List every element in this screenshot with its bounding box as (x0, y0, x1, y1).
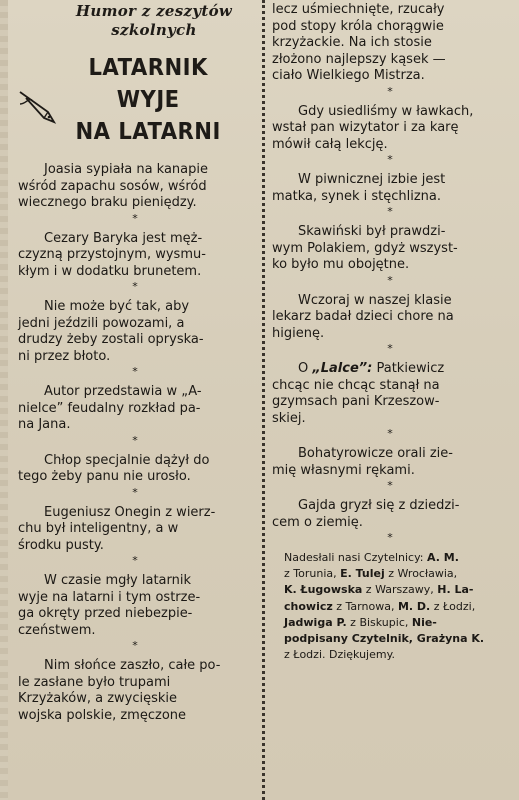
headline-line-1: LATARNIK WYJE (88, 55, 208, 113)
credits-text: z Łodzi. Dziękujemy. (284, 648, 396, 662)
headline-line-2: NA LATARNI (75, 119, 221, 145)
credits-line (284, 582, 512, 598)
star-separator: * (132, 433, 138, 447)
credits-text: z Tarnowa, (332, 599, 398, 613)
column-divider (262, 0, 265, 800)
joke-line: czyzną przystojnym, wysmu- (18, 247, 206, 262)
joke-paragraph (272, 498, 508, 531)
reader-credits (270, 550, 512, 663)
joke-line: środku pusty. (18, 537, 104, 553)
credits-line (284, 631, 512, 647)
joke-line: O „Lalce”: Patkiewicz (298, 361, 445, 376)
kicker-line-1: Humor z zeszytów (75, 2, 233, 20)
joke-paragraph (272, 224, 508, 274)
star-separator: * (387, 531, 393, 544)
joke-paragraph (272, 104, 508, 154)
joke-line: mię własnymi rękami. (272, 462, 415, 478)
credits-line (284, 566, 512, 582)
star-separator: * (132, 554, 138, 567)
left-column-body (14, 162, 254, 724)
joke-line: le zasłane było trupami (18, 674, 171, 690)
emphasized-title: „Lalce”: (312, 361, 373, 376)
joke-paragraph (272, 172, 508, 205)
joke-line: higienę. (272, 325, 325, 341)
joke-line: gzymsach pani Krzeszow- (272, 394, 440, 409)
joke-line: tego żeby panu nie urosło. (18, 469, 191, 484)
joke-line: krzyżackie. Na ich stosie (272, 35, 432, 50)
joke-line: Nim słońce zaszło, całe po- (44, 658, 221, 673)
joke-paragraph (18, 658, 252, 724)
joke-line: ciało Wielkiego Mistrza. (272, 68, 425, 83)
star-separator: * (387, 342, 393, 355)
credits-text: z Torunia, (284, 567, 341, 581)
contributor-name: H. La- (437, 583, 474, 597)
left-column (14, 2, 254, 798)
joke-paragraph (18, 505, 252, 555)
star-separator: * (387, 153, 393, 166)
joke-line: Autor przedstawia w „A- (44, 384, 202, 399)
credits-line (284, 615, 512, 631)
joke-line: Joasia sypiała na kanapie (44, 162, 208, 177)
joke-line: skiej. (272, 410, 306, 426)
joke-line: wśród zapachu sosów, wśród (18, 178, 207, 194)
joke-line: czeństwem. (18, 622, 96, 638)
joke-line: ni przez błoto. (18, 348, 111, 364)
joke-paragraph (18, 162, 252, 212)
joke-paragraph (272, 446, 508, 479)
contributor-name: M. D. (397, 599, 431, 613)
headline (58, 52, 238, 148)
credits-text: Nadesłali nasi Czytelnicy: (284, 551, 428, 564)
star-separator: * (387, 205, 393, 218)
joke-line: wym Polakiem, gdyż wszyst- (272, 240, 458, 256)
joke-line: kłym i w dodatku brunetem. (18, 263, 202, 279)
joke-line: Krzyżaków, a zwycięskie (18, 691, 178, 706)
joke-line: chcąc nie chcąc stanął na (272, 377, 440, 393)
credits-text: z Łodzi, (430, 599, 476, 613)
credits-line (284, 550, 512, 566)
contributor-name: A. M. (427, 551, 459, 564)
credits-text: z Biskupic, (346, 615, 412, 629)
joke-paragraph (18, 573, 252, 639)
joke-line: jedni jeździli powozami, a (18, 315, 185, 331)
section-kicker (69, 2, 239, 40)
right-column (270, 2, 512, 798)
joke-line: Wczoraj w naszej klasie (298, 292, 452, 308)
star-separator: * (387, 427, 393, 440)
star-separator: * (132, 280, 138, 293)
contributor-name: chowicz (284, 599, 333, 613)
joke-line: matka, synek i stęchlizna. (272, 188, 442, 204)
joke-line: Skawiński był prawdzi- (298, 224, 446, 239)
joke-paragraph (18, 384, 252, 434)
credits-text: z Wrocławia, (384, 567, 458, 581)
credits-text: z Warszawy, (362, 583, 438, 597)
contributor-name: podpisany Czytelnik, Grażyna K. (284, 632, 485, 646)
page-edge (0, 0, 8, 800)
contributor-name: K. Ługowska (284, 583, 363, 597)
joke-line: złożono najlepszy kąsek — (272, 51, 446, 67)
right-column-body (270, 2, 512, 544)
kicker-line-2: szkolnych (111, 21, 197, 39)
contributor-name: Jadwiga P. (284, 615, 347, 629)
joke-line: W piwnicznej izbie jest (298, 172, 446, 187)
joke-line: lecz uśmiechnięte, rzucały (272, 2, 445, 17)
joke-line: Gajda gryzł się z dziedzi- (298, 498, 460, 513)
star-separator: * (132, 639, 138, 652)
joke-line: lekarz badał dzieci chore na (272, 309, 454, 324)
joke-line: cem o ziemię. (272, 514, 363, 530)
joke-line: Gdy usiedliśmy w ławkach, (298, 103, 474, 119)
joke-line: nielce” feudalny rozkład pa- (18, 400, 201, 416)
star-separator: * (132, 485, 138, 499)
joke-line: wyje na latarni i tym ostrze- (18, 589, 201, 605)
joke-line: mówił całą lekcję. (272, 136, 388, 152)
joke-line: na Jana. (18, 417, 71, 432)
credits-line (284, 647, 512, 663)
joke-line: pod stopy króla chorągwie (272, 18, 444, 34)
joke-paragraph (272, 361, 508, 427)
joke-line: drudzy żeby zostali opryska- (18, 332, 204, 347)
joke-paragraph (272, 293, 508, 343)
star-separator: * (387, 273, 393, 287)
joke-line: Bohatyrowicze orali zie- (298, 446, 453, 461)
joke-line: ga okręty przed niebezpie- (18, 606, 193, 621)
joke-paragraph (272, 2, 508, 85)
contributor-name: Nie- (411, 615, 437, 629)
contributor-name: E. Tulej (340, 567, 385, 581)
joke-paragraph (18, 453, 252, 486)
joke-paragraph (18, 299, 252, 365)
credits-line (284, 599, 512, 615)
joke-line: wstał pan wizytator i za karę (272, 120, 459, 135)
joke-paragraph (18, 231, 252, 281)
joke-line: Chłop specjalnie dążył do (44, 452, 210, 468)
joke-line: chu był inteligentny, a w (18, 521, 179, 536)
joke-line: wiecznego braku pieniędzy. (18, 195, 197, 210)
joke-line: ko było mu obojętne. (272, 257, 410, 272)
joke-line: W czasie mgły latarnik (44, 573, 192, 588)
joke-line: Nie może być tak, aby (44, 299, 190, 314)
star-separator: * (387, 84, 393, 98)
joke-line: Cezary Baryka jest męż- (44, 230, 203, 246)
star-separator: * (387, 479, 393, 492)
star-separator: * (132, 365, 138, 378)
joke-line: wojska polskie, zmęczone (18, 707, 187, 723)
star-separator: * (132, 211, 138, 225)
joke-line: Eugeniusz Onegin z wierz- (44, 504, 216, 520)
